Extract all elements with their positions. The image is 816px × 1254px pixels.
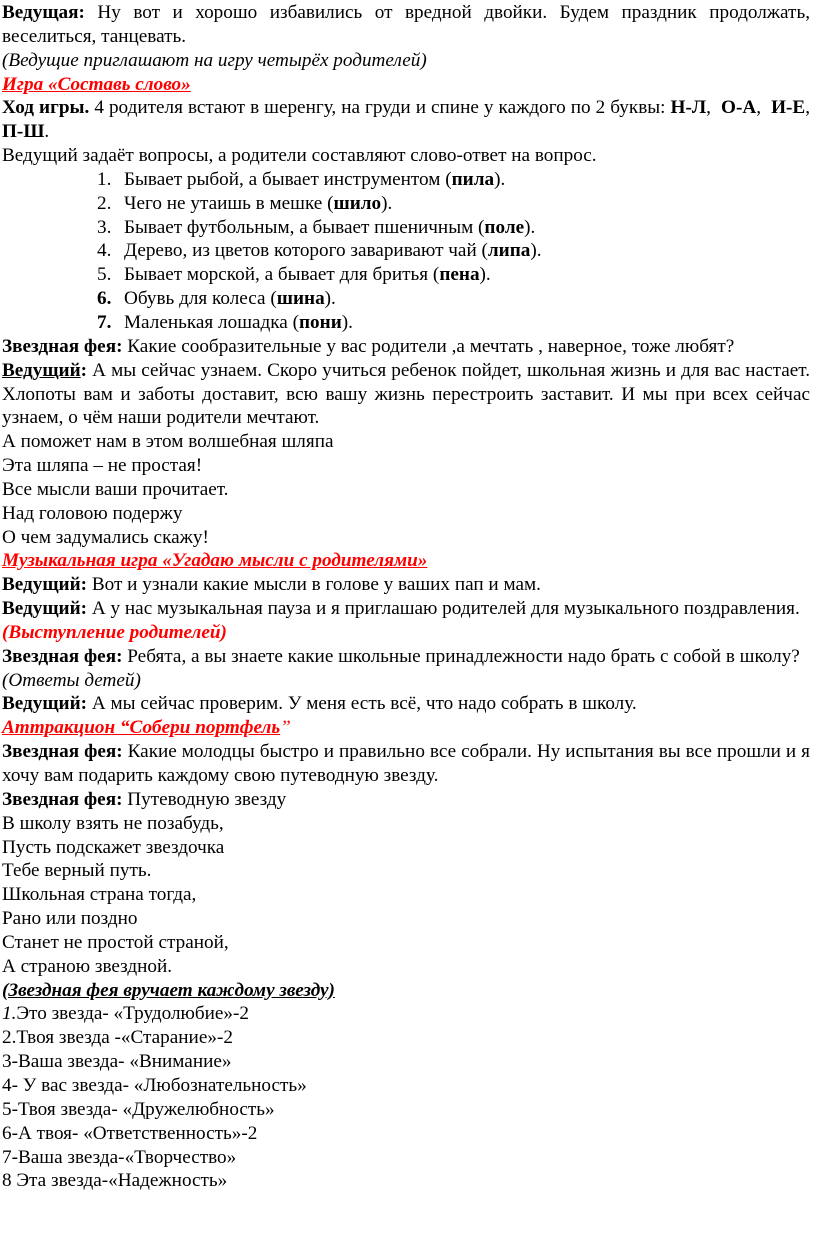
riddle-item bbox=[2, 168, 810, 192]
riddle-text: Маленькая лошадка ( bbox=[124, 311, 299, 333]
intro-note: (Ведущие приглашают на игру четырёх родителей) bbox=[2, 49, 427, 71]
fairy-line-1 bbox=[2, 335, 810, 359]
speaker-label: Звездная фея: bbox=[2, 788, 123, 810]
star-text: 3-Ваша звезда- «Внимание» bbox=[2, 1051, 232, 1073]
riddle-end: ). bbox=[324, 288, 336, 310]
star-text: 4- У вас звезда- «Любознательность» bbox=[2, 1074, 307, 1096]
perform-note: (Выступление родителей) bbox=[2, 621, 227, 643]
game1-course: Ход игры. 4 родителя встают в шеренгу, на груди и спине у каждого по 2 буквы: Н-Л, О-А, И-Е, П-Ш. bbox=[2, 97, 811, 143]
fairy-text: Ребята, а вы знаете какие школьные принадлежности надо брать с собой в школу? bbox=[122, 645, 800, 667]
riddle-item bbox=[2, 263, 810, 287]
speaker-label: Ведущий: bbox=[2, 598, 88, 620]
star-text: 2.Твоя звезда -«Старание»-2 bbox=[2, 1027, 233, 1049]
star-text: 6-А твоя- «Ответственность»-2 bbox=[2, 1122, 258, 1144]
poem-line: В школу взять не позабудь, bbox=[2, 812, 224, 834]
speaker-label: Ведущий: bbox=[2, 693, 88, 715]
fairy-line-4 bbox=[2, 788, 810, 812]
letter-pair: П-Ш bbox=[2, 121, 45, 143]
star-text: 8 Эта звезда-«Надежность» bbox=[2, 1170, 228, 1192]
riddle-end: ). bbox=[479, 264, 491, 286]
stars-note: (Звездная фея вручает каждому звезду) bbox=[2, 979, 335, 1001]
riddle-number: 2. bbox=[97, 192, 112, 214]
riddle-end: ). bbox=[381, 192, 393, 214]
game1-title: Игра «Составь слово» bbox=[2, 73, 191, 95]
host-line-1: Ведущий: А мы сейчас узнаем. Скоро учиться ребенок пойдет, школьная жизнь и для вас настает. Хлопоты вам и заботы доставит, всю вашу жизнь перестроить заставит. И мы при всех сейчас узнаем, о чём наши родители мечтают. bbox=[2, 359, 810, 429]
poem-line: А поможет нам в этом волшебная шляпа bbox=[2, 431, 334, 453]
speaker-label: Звездная фея: bbox=[2, 741, 123, 763]
fairy-text: Какие сообразительные у вас родители ,а мечтать , наверное, тоже любят? bbox=[122, 335, 735, 357]
kids-note: (Ответы детей) bbox=[2, 669, 141, 691]
host-text: А мы сейчас узнаем. Скоро учиться ребенок пойдет, школьная жизнь и для вас настает. Хлопоты вам и заботы доставит, всю вашу жизнь перестроить заставит. И мы при всех сейчас узнаем, о чём наши родители мечтают. bbox=[2, 359, 810, 429]
riddle-end: ). bbox=[530, 240, 542, 262]
riddle-text: Бывает футбольным, а бывает пшеничным ( bbox=[124, 216, 485, 238]
poem-star bbox=[2, 812, 810, 979]
star-item bbox=[2, 1098, 810, 1122]
host-text: А у нас музыкальная пауза и я приглашаю родителей для музыкального поздравления. bbox=[87, 598, 800, 620]
riddle-item bbox=[2, 287, 810, 311]
riddle-answer: пена bbox=[439, 264, 480, 286]
star-item bbox=[2, 1026, 810, 1050]
riddle-answer: шило bbox=[333, 192, 382, 214]
riddle-number: 3. bbox=[97, 216, 112, 238]
star-text: 7-Ваша звезда-«Творчество» bbox=[2, 1146, 237, 1168]
star-number: 1. bbox=[2, 1003, 17, 1025]
riddle-number: 4. bbox=[97, 240, 112, 262]
speaker-label: Звездная фея: bbox=[2, 335, 123, 357]
star-item bbox=[2, 1050, 810, 1074]
riddle-answer: пони bbox=[298, 311, 342, 333]
game2-title: Музыкальная игра «Угадаю мысли с родителями» bbox=[2, 550, 428, 572]
poem-hat bbox=[2, 430, 810, 549]
star-text: Это звезда- «Трудолюбие»-2 bbox=[16, 1003, 249, 1025]
riddle-end: ). bbox=[494, 168, 506, 190]
speaker-label: Ведущий: bbox=[2, 574, 88, 596]
stars-list bbox=[2, 1002, 810, 1193]
star-item bbox=[2, 1074, 810, 1098]
poem-line: Тебе верный путь. bbox=[2, 860, 152, 882]
poem-line: Все мысли ваши прочитает. bbox=[2, 478, 229, 500]
riddle-item bbox=[2, 239, 810, 263]
course-label: Ход игры. bbox=[2, 97, 90, 119]
course-text: 4 родителя встают в шеренгу, на груди и спине у каждого по 2 буквы: bbox=[89, 97, 671, 119]
speaker-label: Ведущий bbox=[2, 359, 81, 381]
host-line-4 bbox=[2, 692, 810, 716]
speaker-label: Ведущая: bbox=[2, 2, 85, 23]
riddle-answer: поле bbox=[484, 216, 525, 238]
poem-line: Над головою подержу bbox=[2, 502, 183, 524]
star-item bbox=[2, 1122, 810, 1146]
riddle-list bbox=[2, 168, 810, 335]
host-text: А мы сейчас проверим. У меня есть всё, что надо собрать в школу. bbox=[87, 693, 637, 715]
host-text: Вот и узнали какие мысли в голове у ваших пап и мам. bbox=[87, 574, 541, 596]
riddle-text: Бывает рыбой, а бывает инструментом ( bbox=[124, 168, 452, 190]
poem-line: Рано или поздно bbox=[2, 908, 138, 930]
poem-line: Станет не простой страной, bbox=[2, 931, 229, 953]
star-item bbox=[2, 1169, 810, 1193]
star-item bbox=[2, 1002, 810, 1026]
riddle-text: Чего не утаишь в мешке ( bbox=[124, 192, 334, 214]
star-item bbox=[2, 1146, 810, 1170]
poem-line: О чем задумались скажу! bbox=[2, 526, 209, 548]
host-line-2 bbox=[2, 573, 810, 597]
riddle-number: 7. bbox=[97, 311, 112, 333]
fairy-line-3 bbox=[2, 740, 810, 788]
speaker-label: Звездная фея: bbox=[2, 645, 123, 667]
riddle-answer: шина bbox=[276, 288, 325, 310]
poem-line: Эта шляпа – не простая! bbox=[2, 455, 203, 477]
intro-paragraph bbox=[2, 1, 810, 49]
attraction-title: Аттракцион “Собери портфель” bbox=[2, 717, 291, 739]
riddle-number: 5. bbox=[97, 264, 112, 286]
riddle-number: 1. bbox=[97, 168, 112, 190]
riddle-end: ). bbox=[524, 216, 536, 238]
letter-pair: О-А bbox=[721, 97, 757, 119]
riddle-item bbox=[2, 311, 810, 335]
riddle-item bbox=[2, 192, 810, 216]
poem-line: А страною звездной. bbox=[2, 955, 173, 977]
letter-pair: Н-Л bbox=[670, 97, 707, 119]
riddle-end: ). bbox=[341, 311, 353, 333]
riddle-answer: пила bbox=[451, 168, 495, 190]
host-line-3 bbox=[2, 597, 810, 621]
fairy-text: Путеводную звезду bbox=[122, 788, 287, 810]
riddle-number: 6. bbox=[97, 288, 112, 310]
poem-line: Школьная страна тогда, bbox=[2, 884, 197, 906]
intro-text: Ну вот и хорошо избавились от вредной двойки. Будем праздник продолжать, веселиться, танцевать. bbox=[2, 2, 810, 47]
poem-line: Пусть подскажет звездочка bbox=[2, 836, 225, 858]
letter-pair: И-Е bbox=[771, 97, 806, 119]
riddle-text: Дерево, из цветов которого заваривают чай ( bbox=[124, 240, 488, 262]
riddle-text: Обувь для колеса ( bbox=[124, 288, 277, 310]
fairy-text: Какие молодцы быстро и правильно все собрали. Ну испытания вы все прошли и я хочу вам подарить каждому свою путеводную звезду. bbox=[2, 741, 810, 786]
star-text: 5-Твоя звезда- «Дружелюбность» bbox=[2, 1098, 275, 1120]
riddle-text: Бывает морской, а бывает для бритья ( bbox=[124, 264, 440, 286]
riddle-answer: липа bbox=[487, 240, 531, 262]
fairy-line-2 bbox=[2, 645, 810, 669]
riddle-item bbox=[2, 216, 810, 240]
host-instruction: Ведущий задаёт вопросы, а родители составляют слово-ответ на вопрос. bbox=[2, 145, 597, 167]
